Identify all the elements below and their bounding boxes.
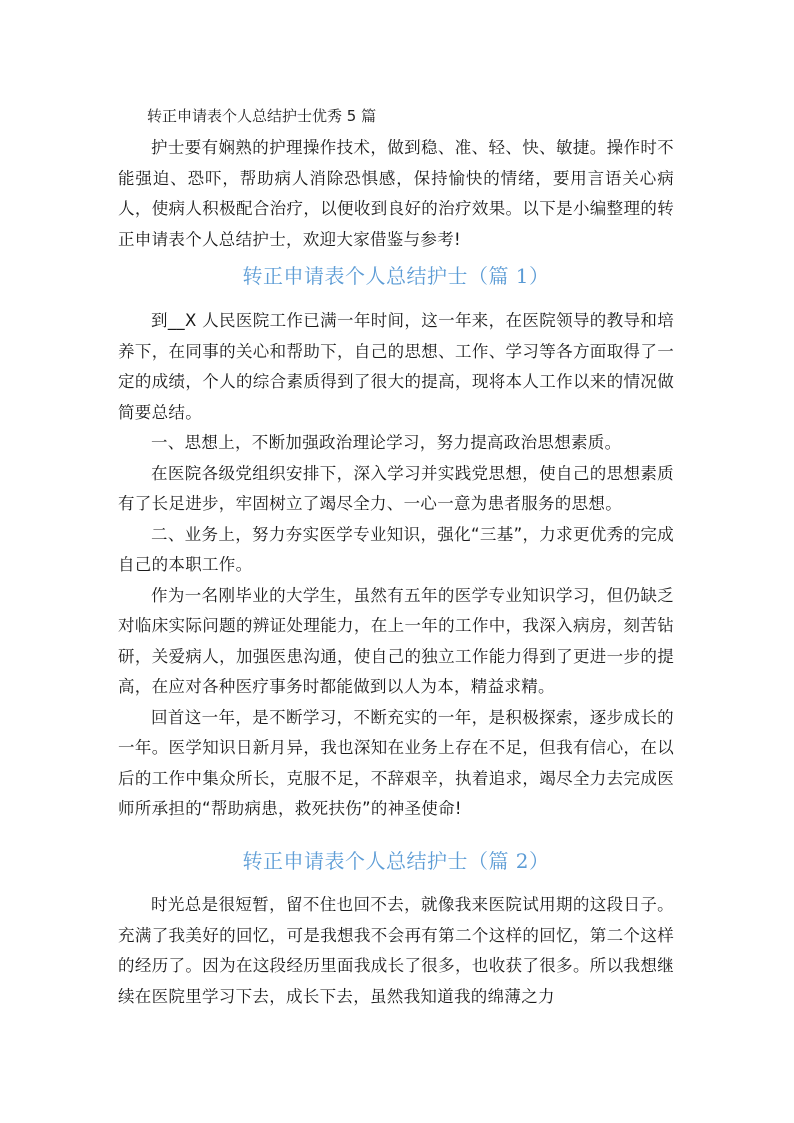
- intro-block: [118, 133, 674, 255]
- section-1-body: [118, 306, 674, 825]
- section-2-paragraph-1: 时光总是很短暂，留不住也回不去，就像我来医院试用期的这段日子。充满了我美好的回忆，可是我想我不会再有第二个这样的回忆，第二个这样的经历了。因为在这段经历里面我成长了很多，也收获了很多。所以我想继续在医院里学习下去，成长下去，虽然我知道我的绵薄之力: [118, 895, 674, 1006]
- document-title: 转正申请表个人总结护士优秀 5 篇: [147, 107, 377, 125]
- section-1-paragraph-1: 到__X 人民医院工作已满一年时间，这一年来，在医院领导的教导和培养下，在同事的关心和帮助下，自己的思想、工作、学习等各方面取得了一定的成绩，个人的综合素质得到了很大的提高，现将本人工作以来的情况做简要总结。: [118, 311, 674, 422]
- section-heading-1: 转正申请表个人总结护士（篇 1）: [242, 264, 550, 288]
- section-heading-2: 转正申请表个人总结护士（篇 2）: [242, 849, 550, 873]
- intro-paragraph: 护士要有娴熟的护理操作技术，做到稳、准、轻、快、敏捷。操作时不能强迫、恐吓，帮助病人消除恐惧感，保持愉快的情绪，要用言语关心病人，使病人积极配合治疗，以便收到良好的治疗效果。以下是小编整理的转正申请表个人总结护士，欢迎大家借鉴与参考!: [118, 138, 674, 249]
- section-2-body: [118, 890, 674, 1012]
- section-1-paragraph-6: 回首这一年，是不断学习，不断充实的一年，是积极探索，逐步成长的一年。医学知识日新月异，我也深知在业务上存在不足，但我有信心，在以后的工作中集众所长，克服不足，不辞艰辛，执着追求，竭尽全力去完成医师所承担的“帮助病患，救死扶伤”的神圣使命!: [118, 707, 674, 818]
- section-1-paragraph-5: 作为一名刚毕业的大学生，虽然有五年的医学专业知识学习，但仍缺乏对临床实际问题的辨证处理能力，在上一年的工作中，我深入病房，刻苦钻研，关爱病人，加强医患沟通，使自己的独立工作能力得到了更进一步的提高，在应对各种医疗事务时都能做到以人为本，精益求精。: [118, 585, 674, 696]
- section-1-paragraph-3: 在医院各级党组织安排下，深入学习并实践党思想，使自己的思想素质有了长足进步，牢固树立了竭尽全力、一心一意为患者服务的思想。: [118, 463, 674, 513]
- section-1-paragraph-2: 一、思想上，不断加强政治理论学习，努力提高政治思想素质。: [151, 433, 622, 452]
- section-1-paragraph-4: 二、业务上，努力夯实医学专业知识，强化“三基”，力求更优秀的完成自己的本职工作。: [118, 524, 674, 574]
